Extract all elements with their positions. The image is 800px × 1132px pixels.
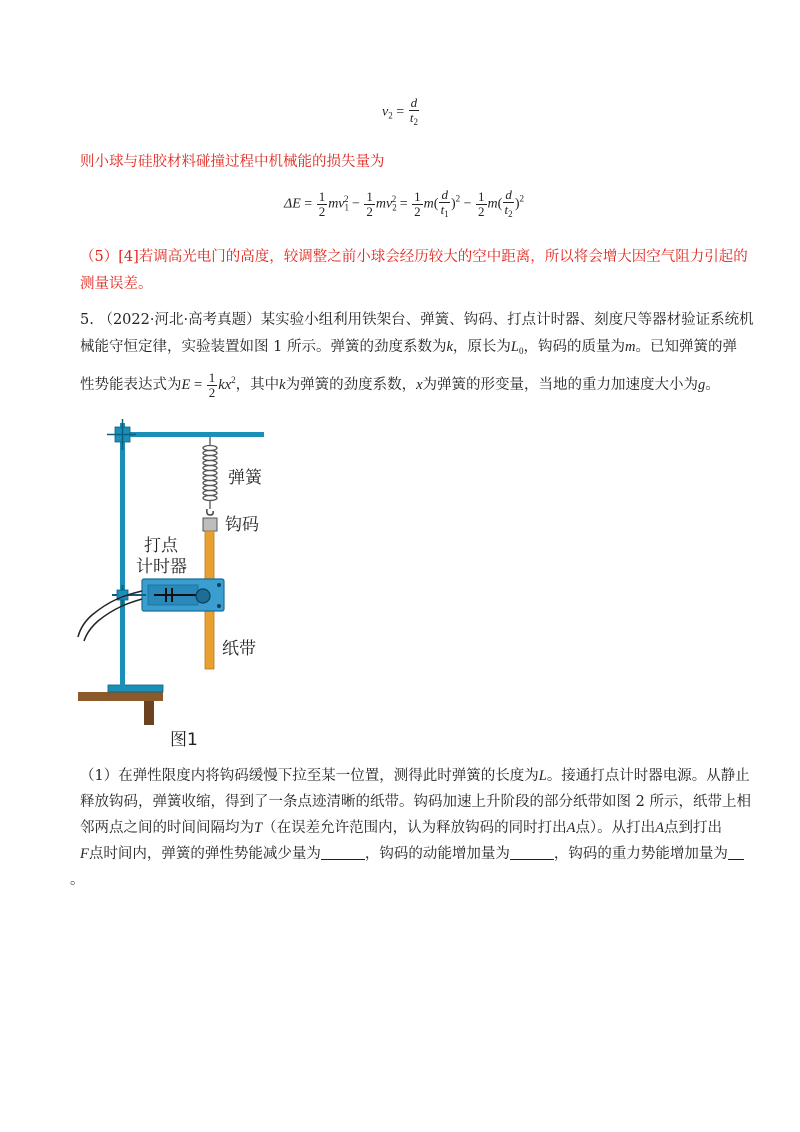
stand-rod	[120, 423, 125, 687]
part1-line-3: 邻两点之间的时间间隔均为T（在误差允许范围内，认为释放钩码的同时打出A点）。从打出A点到打出	[80, 820, 723, 836]
table-leg	[144, 701, 154, 725]
part5-line-1: （5）[4]若调高光电门的高度，较调整之前小球会经历较大的空中距离，所以将会增大因空气阻力引起的	[80, 249, 748, 265]
answer-blank-1[interactable]	[321, 845, 365, 860]
figure-caption: 图1	[170, 730, 198, 750]
spring	[203, 437, 217, 509]
spring-label: 弹簧	[228, 468, 262, 488]
weight-label: 钩码	[225, 515, 259, 535]
hook-weight	[203, 518, 217, 531]
question-number: 5.	[80, 312, 94, 328]
part1-line-5: 。	[70, 872, 85, 888]
loss-intro-text: 则小球与硅胶材料碰撞过程中机械能的损失量为	[80, 154, 385, 170]
answer-blank-3[interactable]	[728, 845, 744, 860]
part1-line-2: 释放钩码，弹簧收缩，得到了一条点迹清晰的纸带。钩码加速上升阶段的部分纸带如图 2 所示，纸带上相	[80, 794, 751, 810]
stand-base	[108, 685, 163, 692]
table-top	[78, 692, 163, 701]
equation-v2: $v_2$ = $\frac{d}{t_2}$	[382, 95, 418, 127]
part1-line-1: （1）在弹性限度内将钩码缓慢下拉至某一位置，测得此时弹簧的长度为L。接通打点计时器电源。从静止	[80, 768, 750, 784]
question5-line-3: 性势能表达式为E = $\frac{1}{2}$ $kx^2$，其中k为弹簧的劲度系数，x为弹簧的形变量，当地的重力加速度大小为g。	[80, 369, 720, 400]
timer-label-line2: 计时器	[136, 557, 187, 577]
answer-blank-2[interactable]	[510, 845, 554, 860]
stand-arm	[122, 432, 264, 437]
figure-1-apparatus	[70, 415, 290, 750]
timer-label-line1: 打点	[144, 536, 178, 556]
question-source: （2022·河北·高考真题）	[98, 312, 261, 328]
power-cable	[78, 591, 142, 637]
tape-label: 纸带	[222, 639, 256, 659]
hook	[207, 509, 213, 515]
question5-line-1: 5. （2022·河北·高考真题）某实验小组利用铁架台、弹簧、钩码、打点计时器、刻度尺等器材验证系统机	[80, 312, 754, 328]
question5-line-2: 械能守恒定律，实验装置如图 1 所示。弹簧的劲度系数为k，原长为$L_0$，钩码的质量为m。已知弹簧的弹	[80, 339, 737, 356]
part1-line-4: F点时间内，弹簧的弹性势能减少量为 ，钩码的动能增加量为 ，钩码的重力势能增加量为	[80, 844, 744, 864]
equation-energy-loss: ΔE = $\frac{1}{2}$ $mv_1^2$ − $\frac{1}{2}$ $mv_2^2$ = $\frac{1}{2}$ m( $\frac{d}{t_1}$ )$^2$ − $\frac{1}{2}$ m( $\frac{d}{t_2}$ )$^2$	[284, 187, 524, 219]
part5-line-2: 测量误差。	[80, 276, 153, 292]
